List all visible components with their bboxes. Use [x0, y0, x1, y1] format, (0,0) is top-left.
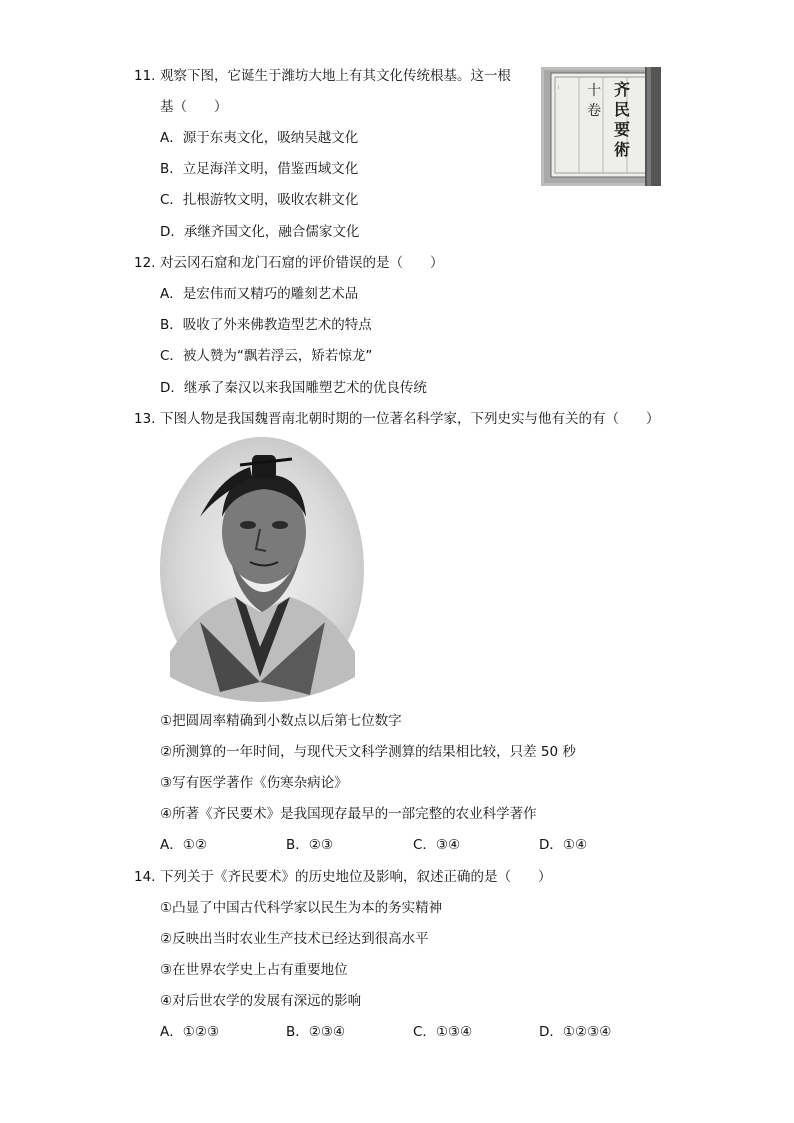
q13-item-2: ②所测算的一年时间，与现代天文科学测算的结果相比较，只差 50 秒	[160, 744, 576, 760]
svg-text:...: ...	[556, 85, 562, 90]
q13-item-4: ④所著《齐民要术》是我国现存最早的一部完整的农业科学著作	[160, 806, 537, 822]
q13-choice-c: C．③④	[413, 837, 461, 853]
q12-option-c: C．被人赞为“飘若浮云，矫若惊龙”	[160, 348, 373, 364]
q12-option-d: D．继承了秦汉以来我国雕塑艺术的优良传统	[160, 380, 427, 396]
q14-stem: 下列关于《齐民要术》的历史地位及影响，叙述正确的是（ ）	[160, 869, 552, 885]
q14-choice-a: A．①②③	[160, 1024, 220, 1040]
q12-option-b: B．吸收了外来佛教造型艺术的特点	[160, 317, 372, 333]
q14-choice-c: C．①③④	[413, 1024, 473, 1040]
q12-stem: 对云冈石窟和龙门石窟的评价错误的是（ ）	[160, 255, 444, 271]
q11-option-a: A．源于东夷文化，吸纳吴越文化	[160, 130, 359, 146]
q13-choice-a: A．①②	[160, 837, 207, 853]
q12-number: 12.	[134, 255, 156, 271]
q13-number: 13.	[134, 411, 156, 427]
svg-text:要: 要	[614, 120, 631, 139]
q11-stem-line1: 观察下图，它诞生于潍坊大地上有其文化传统根基。这一根	[160, 68, 511, 84]
q13-item-1: ①把圆周率精确到小数点以后第七位数字	[160, 713, 402, 729]
portrait-image	[160, 437, 365, 702]
q13-item-3: ③写有医学著作《伤寒杂病论》	[160, 775, 348, 791]
svg-text:卷: 卷	[587, 103, 601, 119]
q14-item-2: ②反映出当时农业生产技术已经达到很高水平	[160, 931, 429, 947]
q11-option-c: C．扎根游牧文明，吸收农耕文化	[160, 192, 359, 208]
svg-text:術: 術	[614, 140, 631, 159]
q13-stem: 下图人物是我国魏晋南北朝时期的一位著名科学家，下列史实与他有关的有（ ）	[160, 411, 660, 427]
svg-text:齐: 齐	[614, 80, 631, 99]
q14-item-1: ①凸显了中国古代科学家以民生为本的务实精神	[160, 900, 443, 916]
q14-choice-d: D．①②③④	[539, 1024, 612, 1040]
q11-stem-line2: 基（ ）	[160, 99, 228, 115]
q12-option-a: A．是宏伟而又精巧的雕刻艺术品	[160, 286, 359, 302]
q14-choice-b: B．②③④	[286, 1024, 346, 1040]
q11-number: 11.	[134, 68, 156, 84]
svg-text:十: 十	[587, 83, 601, 99]
book-image	[541, 67, 661, 186]
q13-choice-b: B．②③	[286, 837, 333, 853]
q13-choices	[0, 835, 794, 855]
q13-choice-d: D．①④	[539, 837, 588, 853]
q14-item-3: ③在世界农学史上占有重要地位	[160, 962, 348, 978]
q14-number: 14.	[134, 869, 156, 885]
scientist-portrait	[160, 437, 365, 702]
qimin-yaoshu-scroll-image	[541, 67, 661, 186]
svg-text:民: 民	[614, 100, 631, 119]
q14-choices	[0, 1022, 794, 1042]
q11-option-b: B．立足海洋文明，借鉴西域文化	[160, 161, 359, 177]
q14-item-4: ④对后世农学的发展有深远的影响	[160, 993, 362, 1009]
q11-option-d: D．承继齐国文化，融合儒家文化	[160, 224, 360, 240]
